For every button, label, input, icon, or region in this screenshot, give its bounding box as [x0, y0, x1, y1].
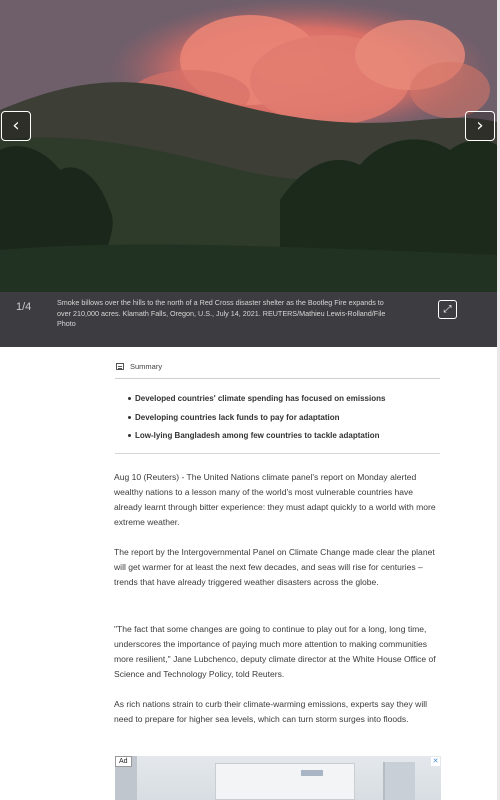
expand-icon: ⤢: [443, 303, 452, 315]
ad-close-icon[interactable]: ✕: [432, 757, 439, 765]
summary-top-divider: [115, 378, 440, 379]
article-paragraph: As rich nations strain to curb their climate-warming emissions, experts say they will need to prepare for higher sea levels, which can turn storm surges into floods.: [114, 699, 428, 724]
advertisement[interactable]: [115, 756, 441, 800]
chevron-right-icon: ›: [476, 115, 484, 136]
article-paragraph: Aug 10 (Reuters) - The United Nations climate panel's report on Monday alerted wealthy nations to a lesson many of the world's most vulnerable countries have already learnt through bitter experience: they must adapt quickly to a world with more extreme weather.: [114, 472, 436, 527]
chevron-left-icon: ‹: [12, 115, 20, 136]
article-paragraph: "The fact that some changes are going to continue to play out for a long, long time, underscores the importance of paying much more attention to making communities more resilient," Jane Lubchenco, deputy climate director at the White House Office of Science and Technology Policy, told Reuters.: [114, 624, 436, 679]
summary-item: Developed countries' climate spending has focused on emissions: [128, 393, 385, 412]
gallery-photo[interactable]: [0, 0, 497, 292]
wildfire-smoke-photo: [0, 0, 497, 292]
ad-image-picture: [301, 770, 323, 776]
summary-list: [128, 393, 385, 449]
gallery-prev-button[interactable]: [1, 111, 31, 141]
summary-item: Developing countries lack funds to pay for adaptation: [128, 412, 385, 431]
summary-item: Low-lying Bangladesh among few countries to tackle adaptation: [128, 430, 385, 449]
article-paragraph: The report by the Intergovernmental Panel on Climate Change made clear the planet will get warmer for at least the next few decades, and seas will rise for centuries – trends that have already triggered weather disasters across the globe.: [114, 547, 435, 587]
summary-header: [116, 362, 162, 371]
photo-caption: Smoke billows over the hills to the north of a Red Cross disaster shelter as the Bootleg Fire expands to over 210,000 acres. Klamath Falls, Oregon, U.S., July 14, 2021. REUTERS/Mathieu Lewis-Rolland/File Photo: [57, 298, 386, 328]
expand-photo-button[interactable]: [438, 300, 457, 319]
summary-label: Summary: [130, 362, 163, 371]
gallery-counter: 1/4: [16, 301, 32, 313]
gallery-next-button[interactable]: [465, 111, 495, 141]
ad-image-door: [383, 762, 415, 800]
summary-icon: [116, 363, 124, 370]
summary-bottom-divider: [115, 453, 440, 454]
ad-image-window: [215, 763, 355, 800]
ad-badge: Ad: [115, 756, 132, 767]
